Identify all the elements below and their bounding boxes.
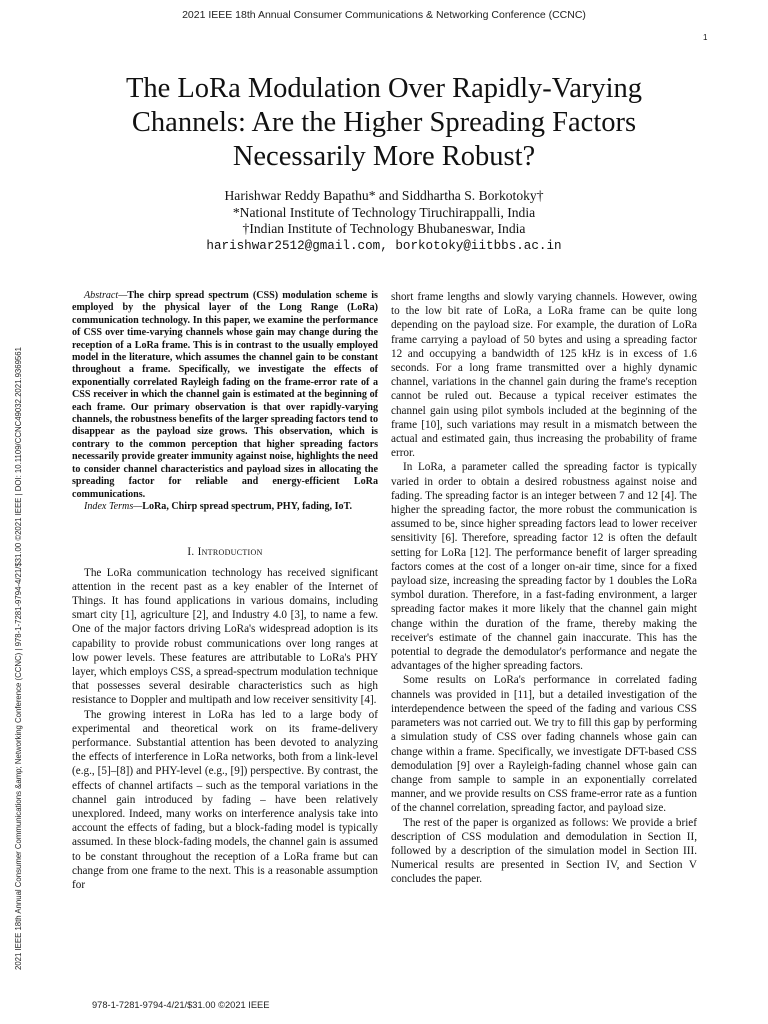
side-strip bbox=[14, 200, 28, 970]
section-heading bbox=[72, 545, 378, 559]
page-number: 1 bbox=[703, 33, 708, 42]
body-paragraph: The rest of the paper is organized as follows: We provide a brief description of CSS modulation and demodulation in Section II, followed by a description of the simulation model in Section III. Numerical results are presented in Section IV, and Section V concludes the paper. bbox=[391, 816, 697, 886]
copyright-footer: 978-1-7281-9794-4/21/$31.00 ©2021 IEEE bbox=[92, 1000, 270, 1010]
body-paragraph: In LoRa, a parameter called the spreading factor is typically varied in order to obtain a desired robustness against noise and fading. The spreading factor is an integer between 7 and 12 [4]. The higher the spreading factor, the more robust the communication is assumed to be, since higher spreading factors lead to lower receiver sensitivity [6]. Therefore, spreading factor 12 is often the default setting for LoRa [12]. The performance benefit of larger spreading factors comes at the cost of a longer on-air time, since for a fixed payload size, increasing the spreading factor by 1 doubles the LoRa symbol duration. Therefore, in a fast-fading environment, a larger spreading factor makes it more likely that the channel gain might change within the duration of the frame, thereby making the receiver's estimate of the channel gain inaccurate. This has the potential to degrade the demodulator's performance and negate the advantages of the higher spreading factors. bbox=[391, 461, 697, 673]
body-paragraph: The LoRa communication technology has received significant attention in the recent past as a key enabler of the Internet of Things. It has found applications in various domains, including smart city [1], agriculture [2], and Industry 4.0 [3], to name a few. One of the major factors driving LoRa's widespread adoption is its capability to provide robust communications over long ranges at low power levels. These features are attributable to LoRa's PHY layer, which employs CSS, a spread-spectrum modulation technique that possesses several desirable characteristics such as high resistance to Doppler and multipath and low receiver sensitivity [4]. bbox=[72, 566, 378, 707]
abstract bbox=[72, 290, 378, 501]
index-terms-lead: Index Terms— bbox=[84, 500, 143, 512]
affiliation-2: †Indian Institute of Technology Bhubaneswar, India bbox=[242, 221, 526, 236]
left-column bbox=[72, 290, 378, 892]
author-block bbox=[70, 188, 698, 254]
author-emails: harishwar2512@gmail.com, borkotoky@iitbbs.ac.in bbox=[206, 238, 562, 253]
affiliation-1: *National Institute of Technology Tiruchirappalli, India bbox=[232, 204, 536, 220]
index-terms bbox=[72, 501, 378, 513]
right-column bbox=[391, 290, 697, 887]
abstract-text: The chirp spread spectrum (CSS) modulation scheme is employed by the physical layer of the Long Range (LoRa) communication technology. In this paper, we examine the performance of CSS over time-varying channels whose gain may change during the reception of a LoRa frame. This is in contrast to the usually employed model in the literature, which assumes the channel gain to be constant throughout a frame. Specifically, we investigate the effects of exponentially correlated Rayleigh fading on the frame-error rate of a CSS receiver in which the channel gain is estimated at the beginning of each frame. Our primary observation is that over rapidly-varying channels, the robustness benefits of the larger spreading factors tend to disappear as the payload size grows. This observation, which is contrary to the common perception that higher spreading factors necessarily provide greater immunity against noise, highlights the need to consider channel characteristics and payload sizes in allocating the spreading factor for reliable and energy-efficient LoRa communications. bbox=[72, 290, 378, 500]
section-title: Introduction bbox=[197, 546, 263, 559]
paper-title: The LoRa Modulation Over Rapidly-Varying Channels: Are the Higher Spreading Factors Necessarily More Robust? bbox=[125, 73, 643, 172]
abstract-lead: Abstract— bbox=[84, 290, 128, 301]
body-paragraph: The growing interest in LoRa has led to a large body of experimental and theoretical work on its frame-delivery performance. Substantial attention has been devoted to analyzing the effects of interference in LoRa networks, both from a link-level (e.g., [5]–[8]) and PHY-level (e.g., [9]) perspective. By contrast, the effects of channel artifacts – such as the temporal variations in the channel gain introduced by fading – have been relatively unexplored. Indeed, many works on interference analysis take into account the effects of fading, but a block-fading model is typically assumed. In these block-fading models, the channel gain is assumed to be constant throughout the reception of a LoRa frame but can change from one frame to the next. This is a reasonable assumption for bbox=[72, 708, 378, 891]
body-paragraph: short frame lengths and slowly varying channels. However, owing to the low bit rate of LoRa, a LoRa frame can be quite long depending on the payload size. For example, the duration of LoRa frame carrying a payload of 50 bytes and using a spreading factor 12 and occupying a bandwidth of 125 kHz is in excess of 1.6 seconds. For a long frame transmitted over a highly dynamic channel, variations in the channel gain during the frame's reception cannot be ruled out. Because a typical receiver estimates the channel gain using pilot symbols included at the beginning of the frame [10], such variations may result in a mismatch between the actual and estimated gain, thus increasing the probability of frame error. bbox=[391, 291, 697, 460]
side-doi-text: 2021 IEEE 18th Annual Consumer Communications &amp; Networking Conference (CCNC) | 978-1-7281-9794-4/21/$31.00 ©2021 IEEE | DOI: 10.1109/CCNC49032.2021.9369561 bbox=[14, 347, 23, 970]
conference-header: 2021 IEEE 18th Annual Consumer Communications & Networking Conference (CCNC) bbox=[182, 9, 586, 21]
index-terms-text: LoRa, Chirp spread spectrum, PHY, fading, IoT. bbox=[142, 500, 353, 512]
section-number: I. bbox=[187, 546, 198, 559]
body-paragraph: Some results on LoRa's performance in correlated fading channels was provided in [11], but a detailed investigation of the interdependence between the speed of the fading and various CSS parameters was not carried out. We try to fill this gap by performing a simulation study of CSS over fading channels whose gain can change within a frame. Specifically, we investigate DFT-based CSS demodulation [9] over a Rayleigh-fading channel whose gain can change from sample to sample in an exponentially correlated manner, and we provide results on CSS frame-error rate as a funtion of the channel correlation, spreading factor, and payload size. bbox=[391, 674, 697, 815]
author-names: Harishwar Reddy Bapathu* and Siddhartha S. Borkotoky† bbox=[224, 188, 544, 203]
